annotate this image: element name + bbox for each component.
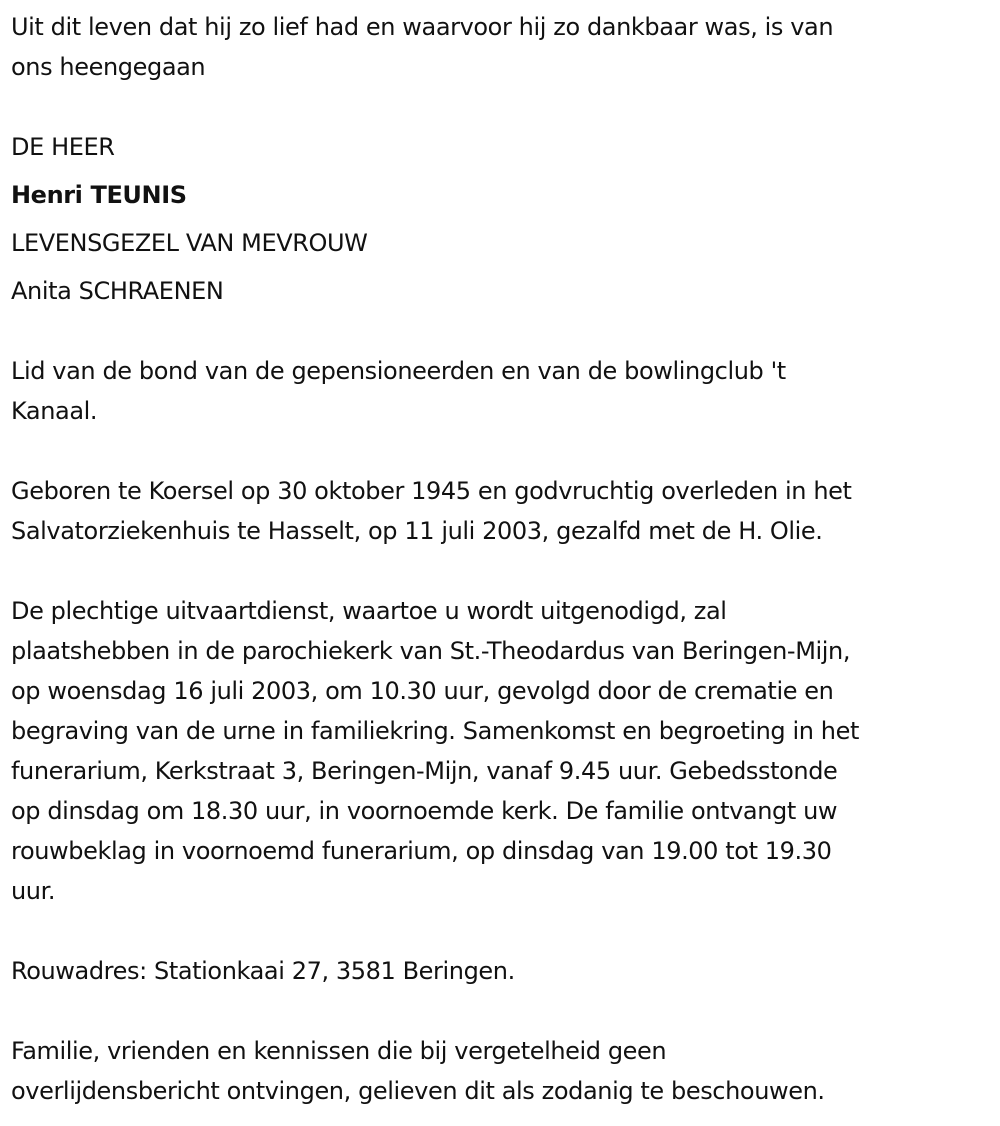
- partner-name: Anita SCHRAENEN: [11, 277, 224, 305]
- name-block: [11, 127, 991, 311]
- service-line: op dinsdag om 18.30 uur, in voornoemde kerk. De familie ontvangt uw: [11, 797, 838, 825]
- mourning-address: Rouwadres: Stationkaai 27, 3581 Beringen.: [11, 957, 515, 985]
- service-line: rouwbeklag in voornoemd funerarium, op dinsdag van 19.00 tot 19.30: [11, 837, 832, 865]
- paragraph-gap: [11, 431, 991, 471]
- obituary-document: [11, 7, 991, 1111]
- paragraph-gap: [11, 551, 991, 591]
- paragraph-gap: [11, 87, 991, 127]
- birth-death-line: Geboren te Koersel op 30 oktober 1945 en godvruchtig overleden in het: [11, 477, 852, 505]
- address-paragraph: [11, 951, 991, 991]
- paragraph-gap: [11, 319, 991, 351]
- paragraph-gap: [11, 911, 991, 951]
- birth-death-paragraph: [11, 471, 991, 551]
- service-paragraph: [11, 591, 991, 911]
- membership-line: Kanaal.: [11, 397, 98, 425]
- intro-line: Uit dit leven dat hij zo lief had en waarvoor hij zo dankbaar was, is van: [11, 13, 834, 41]
- service-line: uur.: [11, 877, 56, 905]
- deceased-name: Henri TEUNIS: [11, 181, 187, 209]
- closing-line: overlijdensbericht ontvingen, gelieven dit als zodanig te beschouwen.: [11, 1077, 825, 1105]
- birth-death-line: Salvatorziekenhuis te Hasselt, op 11 juli 2003, gezalfd met de H. Olie.: [11, 517, 823, 545]
- intro-line: ons heengegaan: [11, 53, 206, 81]
- service-line: funerarium, Kerkstraat 3, Beringen-Mijn, vanaf 9.45 uur. Gebedsstonde: [11, 757, 838, 785]
- closing-paragraph: [11, 1031, 991, 1111]
- service-line: plaatshebben in de parochiekerk van St.-Theodardus van Beringen-Mijn,: [11, 637, 851, 665]
- membership-line: Lid van de bond van de gepensioneerden en van de bowlingclub 't: [11, 357, 786, 385]
- honorific-title: DE HEER: [11, 133, 115, 161]
- service-line: begraving van de urne in familiekring. Samenkomst en begroeting in het: [11, 717, 859, 745]
- service-line: De plechtige uitvaartdienst, waartoe u wordt uitgenodigd, zal: [11, 597, 727, 625]
- closing-line: Familie, vrienden en kennissen die bij vergetelheid geen: [11, 1037, 667, 1065]
- intro-paragraph: [11, 7, 991, 87]
- paragraph-gap: [11, 991, 991, 1031]
- membership-paragraph: [11, 351, 991, 431]
- service-line: op woensdag 16 juli 2003, om 10.30 uur, gevolgd door de crematie en: [11, 677, 834, 705]
- relation-label: LEVENSGEZEL VAN MEVROUW: [11, 229, 368, 257]
